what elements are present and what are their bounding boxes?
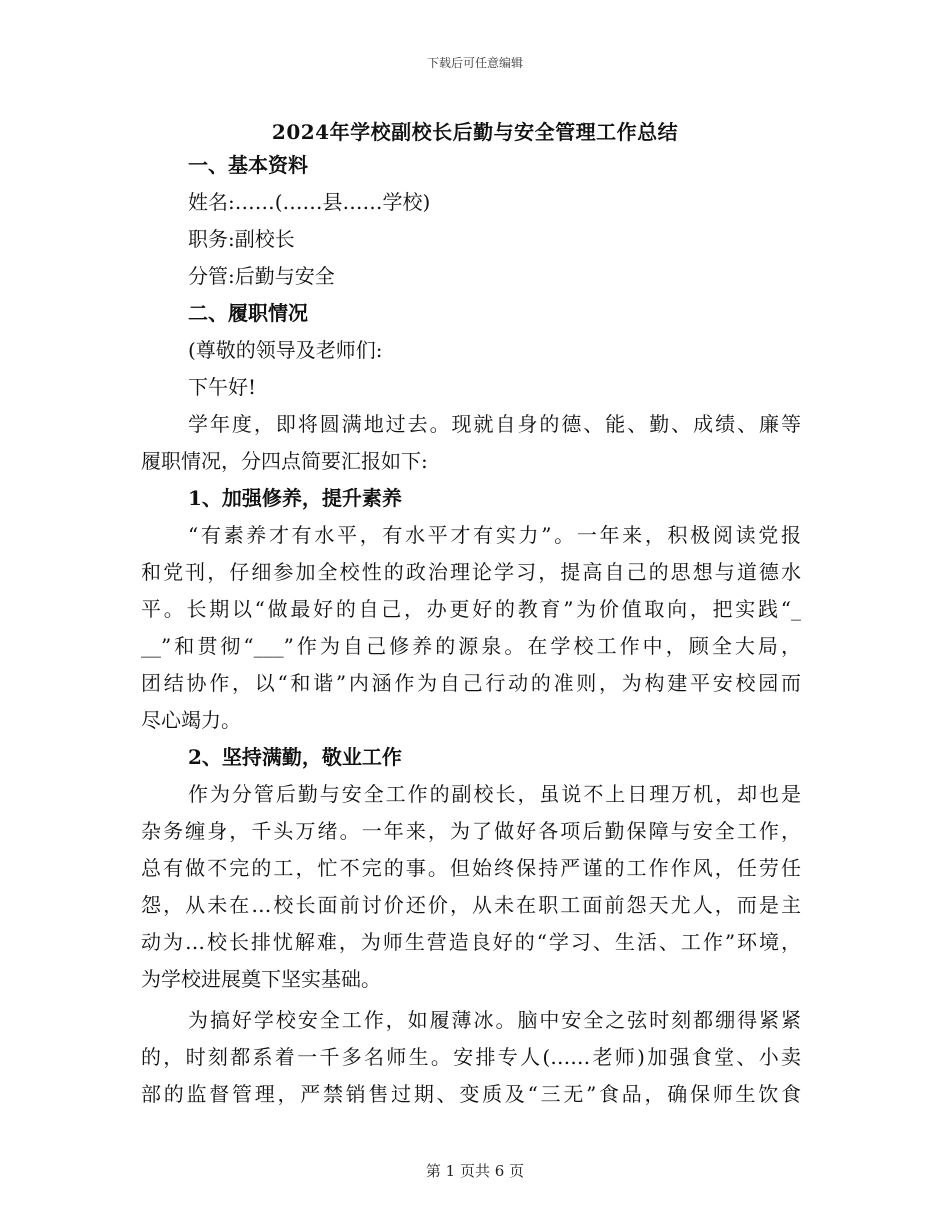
document-title: 2024年学校副校长后勤与安全管理工作总结 <box>271 120 679 144</box>
paragraph-line: 部的监督管理，严禁销售过期、变质及“三无”食品，确保师生饮食 <box>141 1082 801 1106</box>
paragraph-line: __”和贯彻“___”作为自己修养的源泉。在学校工作中，顾全大局， <box>141 634 801 658</box>
paragraph-line: 怨，从未在…校长面前讨价还价，从未在职工面前怨天尤人，而是主 <box>141 893 801 917</box>
paragraph-line: 杂务缠身，千头万绪。一年来，为了做好各项后勤保障与安全工作， <box>141 819 801 843</box>
paragraph-line: 职务:副校长 <box>188 227 295 251</box>
paragraph-line: 履职情况，分四点简要汇报如下: <box>141 449 428 473</box>
paragraph-line: 的，时刻都系着一千多名师生。安排专人(……老师)加强食堂、小卖 <box>141 1045 801 1069</box>
paragraph-line: 姓名:……(……县……学校) <box>188 190 431 214</box>
paragraph-line: 为学校进展奠下坚实基础。 <box>141 967 381 991</box>
paragraph-line: 分管:后勤与安全 <box>188 264 335 288</box>
section-heading: 1、加强修养，提升素养 <box>188 486 402 510</box>
section-heading: 2、坚持满勤，敬业工作 <box>188 745 402 769</box>
paragraph-line: 学年度，即将圆满地过去。现就自身的德、能、勤、成绩、廉等 <box>188 412 801 436</box>
paragraph-line: 尽心竭力。 <box>141 708 241 732</box>
paragraph-line: 总有做不完的工，忙不完的事。但始终保持严谨的工作作风，任劳任 <box>141 856 801 880</box>
paragraph-line: 和党刊，仔细参加全校性的政治理论学习，提高自己的思想与道德水 <box>141 560 801 584</box>
section-heading: 二、履职情况 <box>188 301 308 325</box>
paragraph-line: (尊敬的领导及老师们: <box>188 338 383 362</box>
section-heading: 一、基本资料 <box>188 153 308 177</box>
paragraph-line: 平。长期以“做最好的自己，办更好的教育”为价值取向，把实践“_ <box>141 597 801 621</box>
page-header: 下载后可任意编辑 <box>426 56 523 70</box>
paragraph-line: 下午好! <box>188 375 257 399</box>
paragraph-line: 为搞好学校安全工作，如履薄冰。脑中安全之弦时刻都绷得紧紧 <box>188 1008 801 1032</box>
paragraph-line: 团结协作，以“和谐”内涵作为自己行动的准则，为构建平安校园而 <box>141 671 801 695</box>
paragraph-line: “有素养才有水平，有水平才有实力”。一年来，积极阅读党报 <box>188 523 801 547</box>
paragraph-line: 作为分管后勤与安全工作的副校长，虽说不上日理万机，却也是 <box>188 782 801 806</box>
paragraph-line: 动为…校长排忧解难，为师生营造良好的“学习、生活、工作”环境， <box>141 930 801 954</box>
page-footer: 第 1 页共 6 页 <box>425 1162 525 1180</box>
document-body <box>141 147 801 1113</box>
